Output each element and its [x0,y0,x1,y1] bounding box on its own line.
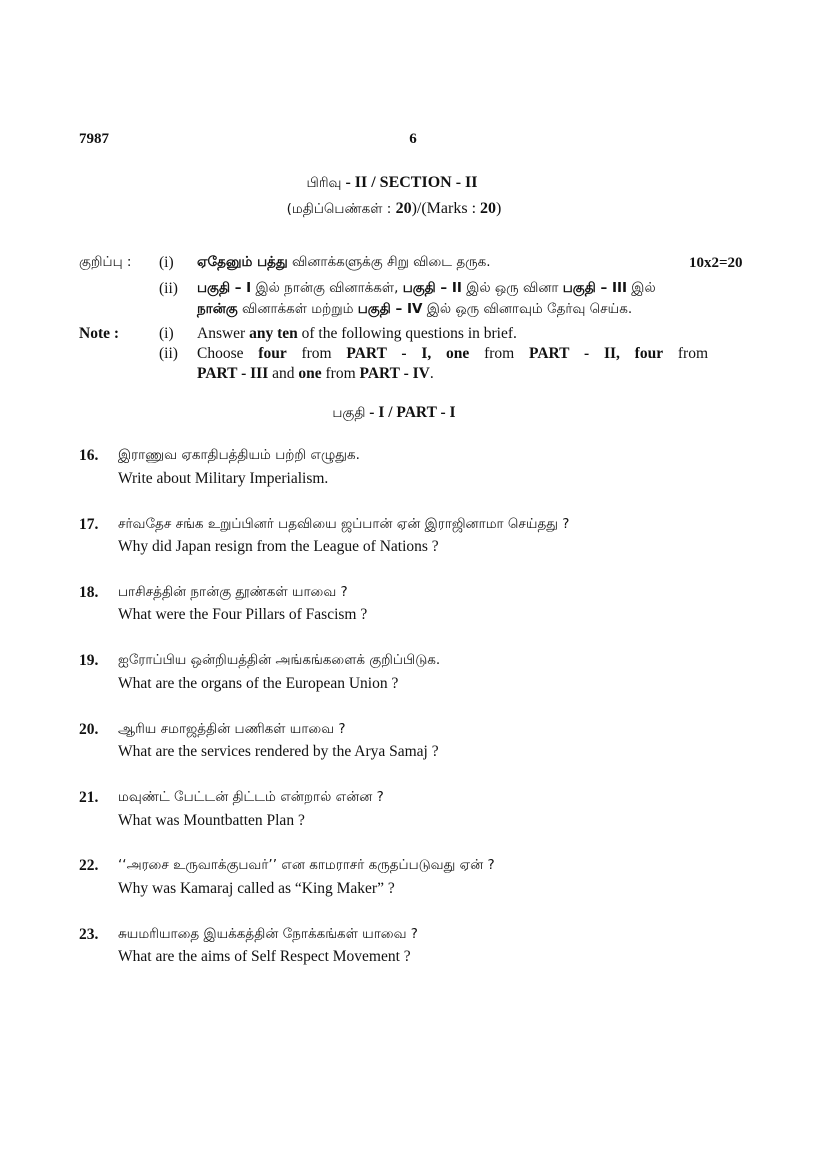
part-heading [0,404,788,423]
question-text-ta: மவுண்ட் பேட்டன் திட்டம் என்றால் என்ன ? [118,789,384,805]
marks-open: (மதிப்பெண்கள் : [286,201,396,217]
instruction-i-num-ta: (i) [159,254,174,271]
question-text-en: Why was Kamaraj called as “King Maker” ? [118,880,395,897]
question-text-ta: பாசிசத்தின் நான்கு தூண்கள் யாவை ? [118,584,348,600]
question-text-ta: சுயமரியாதை இயக்கத்தின் நோக்கங்கள் யாவை ? [118,926,418,942]
part-ref: PART - IV [359,365,430,382]
question-text-en: Why did Japan resign from the League of Nations ? [118,538,439,555]
instruction-ii-en-line2 [197,365,434,383]
question-text-ta: சர்வதேச சங்க உறுப்பினர் பதவியை ஜப்பான் ஏன் இராஜினாமா செய்தது ? [118,516,570,532]
question-text-en: Write about Military Imperialism. [118,470,329,487]
instruction-text: இல் நான்கு வினாக்கள், [251,280,403,296]
instruction-text: இல் ஒரு வினா [461,280,563,296]
instruction-ii-ta-line2 [197,301,632,319]
instruction-text: and [268,365,299,382]
question-text-en: What are the aims of Self Respect Movement ? [118,948,411,965]
section-title-ta: பிரிவு [306,175,342,191]
part-word: பகுதி [197,280,231,296]
question-number: 20. [79,721,99,738]
marks-value-en: 20 [480,200,497,217]
instruction-ii-ta-line1 [197,280,656,298]
instruction-text: from [321,365,360,382]
instruction-i-ta [197,254,491,272]
instruction-text: இல் [627,280,656,296]
instruction-text: . [429,365,434,382]
instruction-i-ta-bold: ஏதேனும் பத்து [197,254,288,270]
marks-value-ta: 20 [395,200,412,217]
part-ref: PART - I, [346,345,432,362]
instruction-ii-num-en: (ii) [159,345,178,362]
section-title [0,174,784,193]
section-title-en: - II / SECTION - II [341,174,478,191]
question-number: 18. [79,584,99,601]
question-text-en: What was Mountbatten Plan ? [118,812,305,829]
instruction-i-ta-rest: வினாக்களுக்கு சிறு விடை தருக. [287,254,491,270]
part-ref: PART - II, [529,345,620,362]
instruction-text: from [663,345,709,362]
question-text-ta: இராணுவ ஏகாதிபத்தியம் பற்றி எழுதுக. [118,447,360,463]
question-text-en: What are the organs of the European Union ? [118,675,399,692]
question-text-en: What were the Four Pillars of Fascism ? [118,606,368,623]
question-text-ta: ‘‘அரசை உருவாக்குபவர்’’ என காமராசர் கருதப்படுவது ஏன் ? [118,857,495,873]
part-num: – II [435,280,462,296]
instruction-emphasis: any ten [249,325,298,342]
count-word: நான்கு [197,301,238,317]
part-word: பகுதி [357,301,391,317]
instruction-text: from [469,345,529,362]
instruction-text: Answer [197,325,250,342]
part-num: – IV [390,301,423,317]
instruction-emphasis: one [431,345,470,362]
instructions-label-ta: குறிப்பு : [79,254,132,270]
part-word: பகுதி [402,280,436,296]
part-num: – III [595,280,628,296]
question-text-ta: ஐரோப்பிய ஒன்றியத்தின் அங்கங்களைக் குறிப்பிடுக. [118,652,441,668]
question-text-en: What are the services rendered by the Arya Samaj ? [118,743,439,760]
instruction-text: of the following questions in brief. [297,325,517,342]
part-heading-en: - I / PART - I [365,404,456,421]
question-number: 21. [79,789,99,806]
note-label: Note : [79,325,120,342]
question-number: 17. [79,516,99,533]
instruction-text: Choose [197,345,259,362]
question-text-ta: ஆரிய சமாஜத்தின் பணிகள் யாவை ? [118,721,346,737]
paper-code: 7987 [79,131,109,147]
instruction-emphasis: four [258,345,287,362]
page-number: 6 [409,131,417,147]
instruction-i-en [197,325,517,343]
instruction-i-num-en: (i) [159,325,174,342]
marks-mid: )/(Marks : [411,200,481,217]
question-number: 22. [79,857,99,874]
instruction-ii-num-ta: (ii) [159,280,178,297]
instruction-text: from [286,345,347,362]
question-number: 19. [79,652,99,669]
instruction-text: வினாக்கள் மற்றும் [237,301,358,317]
question-number: 23. [79,926,99,943]
marks-total: 10x2=20 [689,255,743,271]
instruction-text: இல் ஒரு வினாவும் தேர்வு செய்க. [422,301,633,317]
part-word: பகுதி [562,280,596,296]
part-heading-ta: பகுதி [332,405,366,421]
instruction-emphasis: four [619,345,664,362]
marks-close: ) [496,200,502,217]
instruction-ii-en-line1 [197,345,708,363]
instruction-emphasis: one [298,365,322,382]
part-num: – I [230,280,252,296]
part-ref: PART - III [197,365,269,382]
section-marks [0,200,788,219]
question-number: 16. [79,447,99,464]
